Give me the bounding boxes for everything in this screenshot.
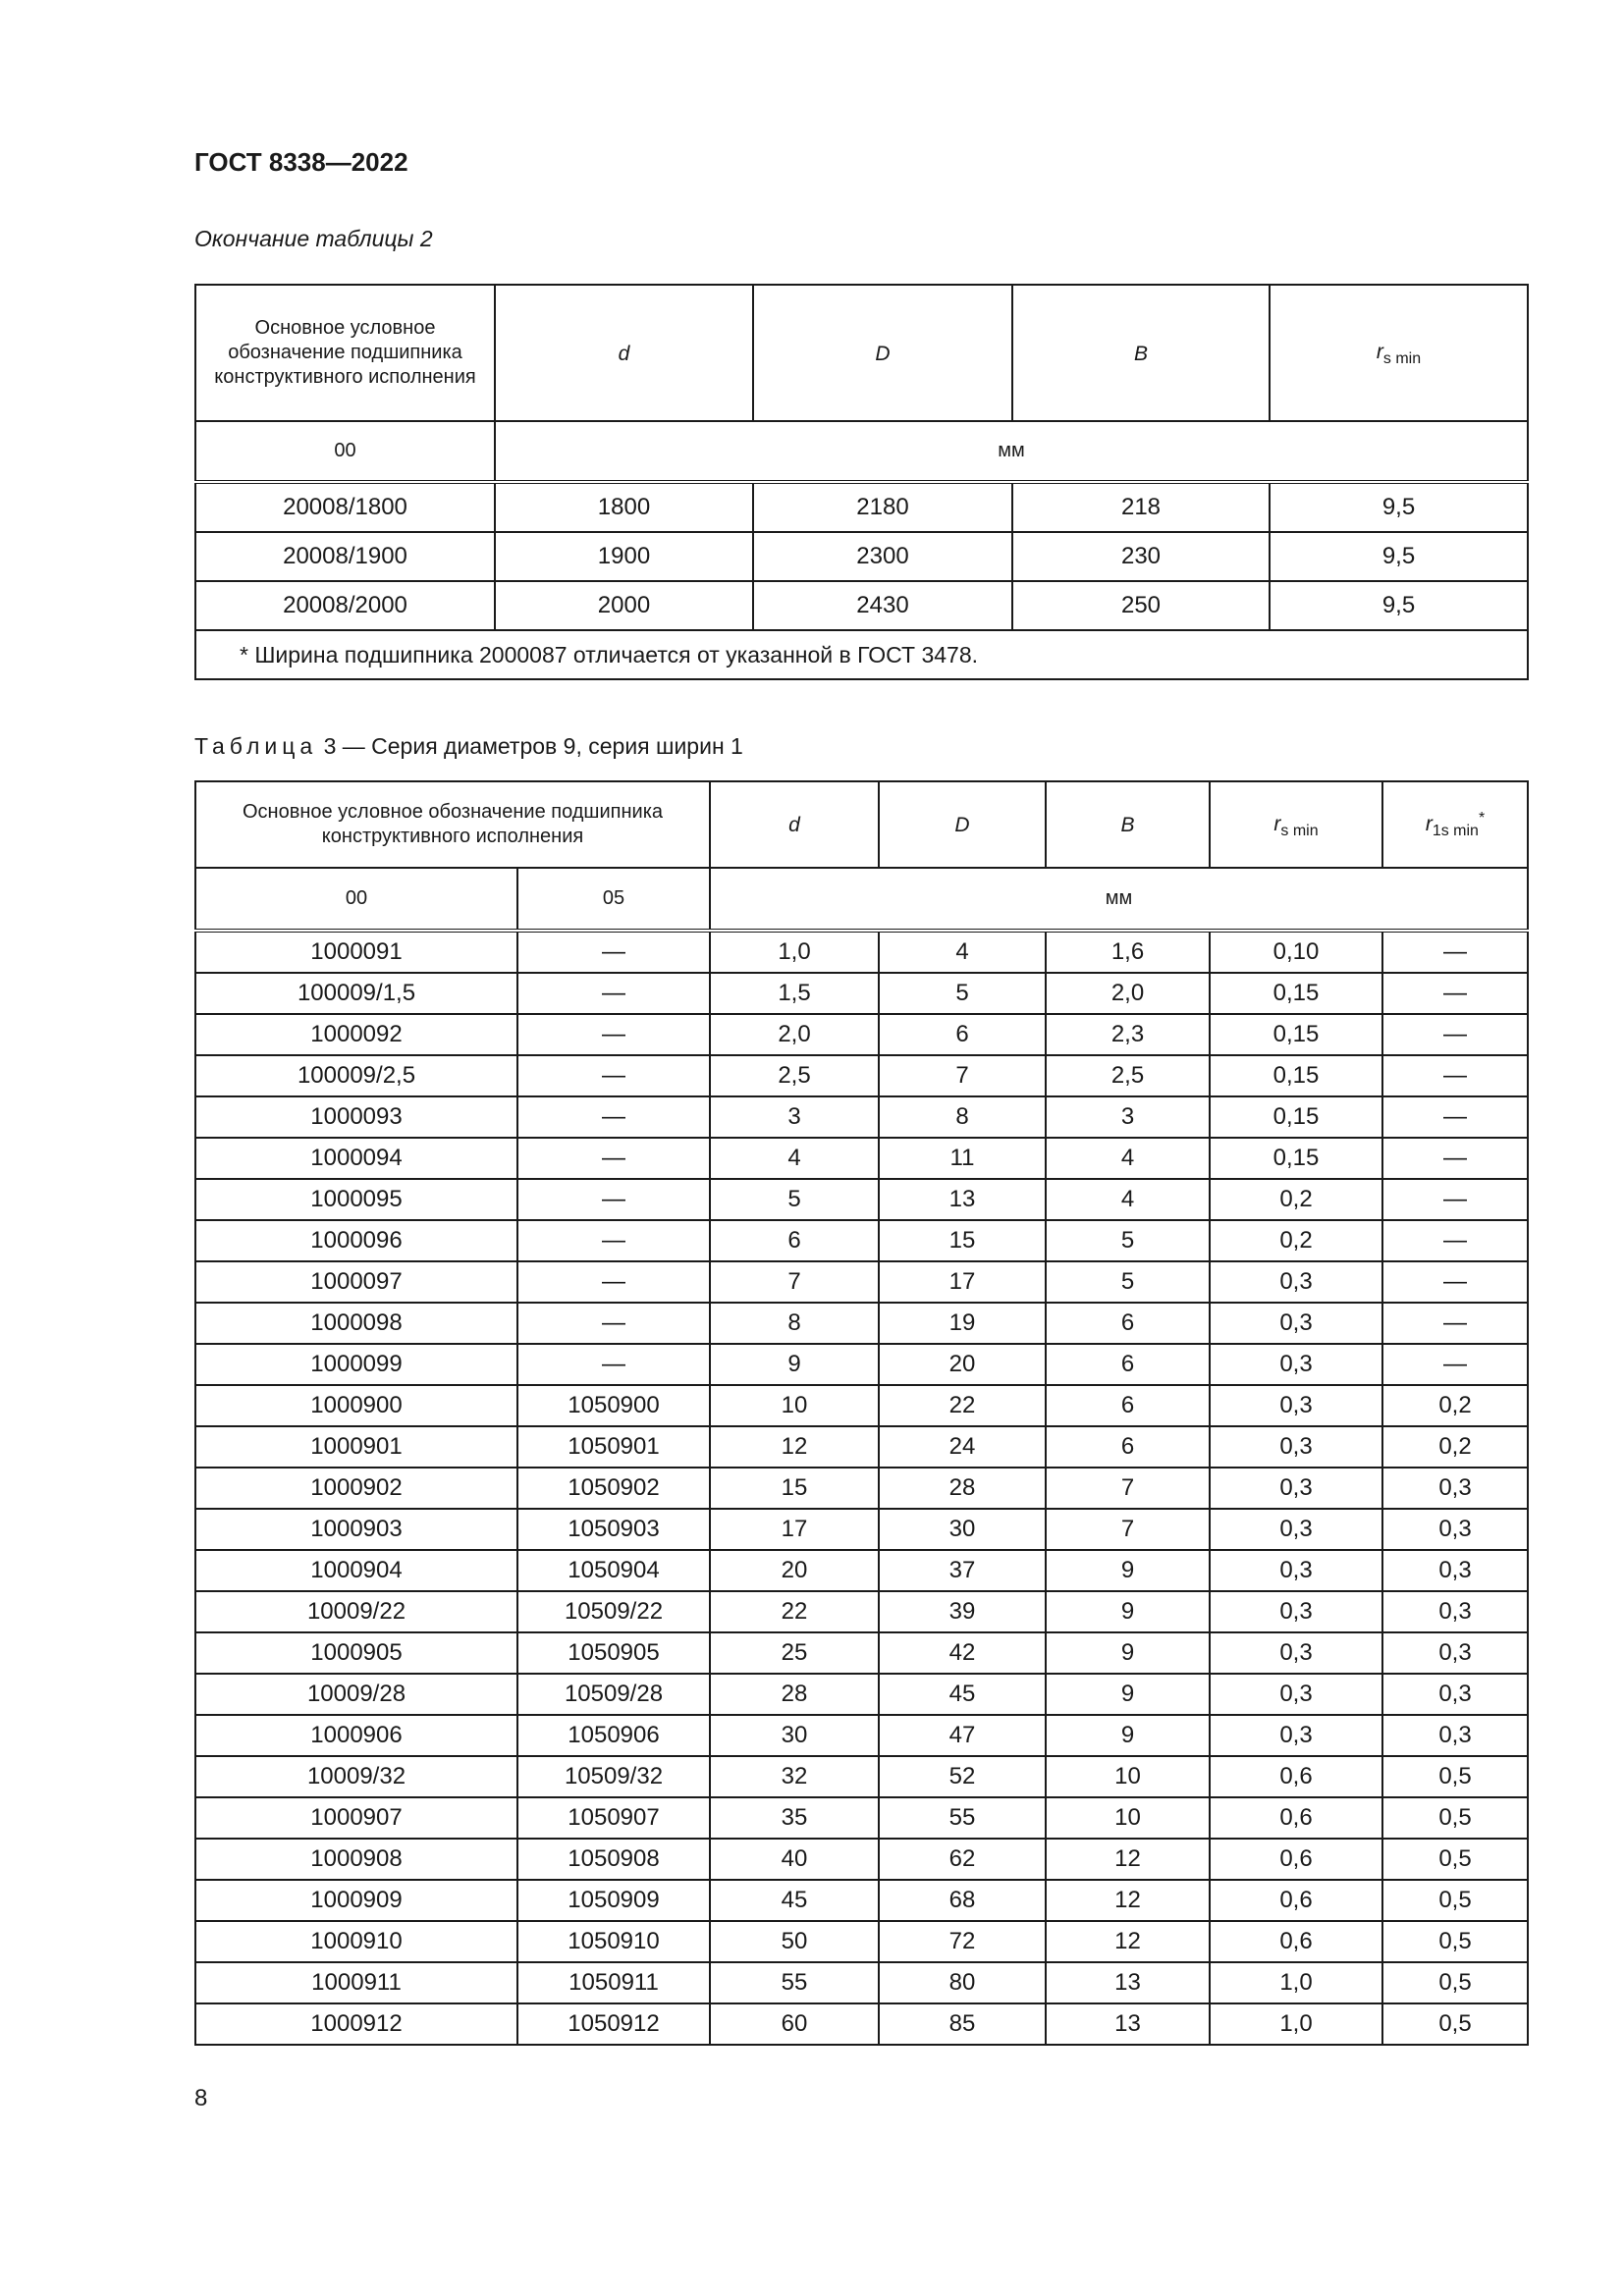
chamfer-cell: 1,0 [1210,1962,1382,2003]
width-cell: 2,3 [1046,1014,1210,1055]
outer-diameter-cell: 52 [879,1756,1046,1797]
designation-00-cell: 1000901 [195,1426,517,1468]
side-chamfer-cell: 0,3 [1382,1591,1528,1632]
table-row [195,1839,1528,1880]
outer-diameter-cell: 62 [879,1839,1046,1880]
designation-cell: 20008/1800 [195,482,495,532]
width-symbol: B [1133,342,1148,365]
table-row [195,931,1528,973]
table-row [195,1632,1528,1674]
chamfer-symbol-letter: r [1376,341,1383,363]
designation-05-cell: — [517,1055,710,1096]
designation-05-cell: 1050906 [517,1715,710,1756]
side-chamfer-cell: — [1382,973,1528,1014]
outer-diameter-cell: 19 [879,1303,1046,1344]
outer-diameter-cell: 47 [879,1715,1046,1756]
table-row [195,1591,1528,1632]
chamfer-cell: 0,2 [1210,1179,1382,1220]
d-cell: 4 [710,1138,879,1179]
designation-00-cell: 10009/22 [195,1591,517,1632]
chamfer-cell: 9,5 [1270,482,1528,532]
table3-r-header [1210,781,1382,868]
designation-05-cell: 1050909 [517,1880,710,1921]
side-chamfer-symbol-letter: r [1425,812,1433,835]
d-cell: 60 [710,2003,879,2045]
chamfer-cell: 0,3 [1210,1509,1382,1550]
chamfer-cell: 0,3 [1210,1385,1382,1426]
d-cell: 17 [710,1509,879,1550]
d-cell: 2,5 [710,1055,879,1096]
table2-d-header [495,285,753,421]
table-row [195,1096,1528,1138]
width-cell: 6 [1046,1303,1210,1344]
table2 [194,284,1529,680]
d-cell: 20 [710,1550,879,1591]
table2-outer-d-header [753,285,1012,421]
designation-00-cell: 1000905 [195,1632,517,1674]
width-cell: 218 [1012,482,1270,532]
table3-caption [194,733,743,760]
chamfer-cell: 0,3 [1210,1261,1382,1303]
width-cell: 12 [1046,1839,1210,1880]
table-row [195,1921,1528,1962]
designation-05-cell: 1050903 [517,1509,710,1550]
outer-diameter-cell: 4 [879,931,1046,973]
designation-05-cell: 1050904 [517,1550,710,1591]
designation-05-cell: — [517,1014,710,1055]
chamfer-symbol-sub: s min [1280,822,1319,839]
d-cell: 35 [710,1797,879,1839]
width-cell: 9 [1046,1632,1210,1674]
table2-header [195,285,1528,482]
chamfer-cell: 0,15 [1210,1096,1382,1138]
outer-diameter-cell: 2430 [753,581,1012,630]
chamfer-cell: 0,6 [1210,1839,1382,1880]
width-cell: 12 [1046,1880,1210,1921]
chamfer-cell: 0,15 [1210,973,1382,1014]
designation-00-cell: 1000094 [195,1138,517,1179]
table-row [195,482,1528,532]
d-cell: 6 [710,1220,879,1261]
standard-title: ГОСТ 8338—2022 [194,147,408,177]
designation-00-cell: 1000095 [195,1179,517,1220]
side-chamfer-cell: 0,3 [1382,1674,1528,1715]
d-cell: 22 [710,1591,879,1632]
side-chamfer-cell: — [1382,1096,1528,1138]
table-row [195,1014,1528,1055]
width-cell: 9 [1046,1550,1210,1591]
designation-00-cell: 1000091 [195,931,517,973]
side-chamfer-cell: — [1382,1055,1528,1096]
table-row [195,1385,1528,1426]
table-row [195,1962,1528,2003]
designation-cell: 20008/1900 [195,532,495,581]
outer-diameter-cell: 28 [879,1468,1046,1509]
d-cell: 7 [710,1261,879,1303]
width-cell: 1,6 [1046,931,1210,973]
table-row [195,973,1528,1014]
designation-05-cell: 1050905 [517,1632,710,1674]
d-cell: 55 [710,1962,879,2003]
chamfer-cell: 0,6 [1210,1880,1382,1921]
table3-caption-word: Таблица [194,733,318,759]
width-cell: 6 [1046,1385,1210,1426]
width-cell: 13 [1046,2003,1210,2045]
outer-diameter-cell: 30 [879,1509,1046,1550]
table2-designation-header: Основное условное обозначение подшипника конструктивного исполнения [195,285,495,421]
outer-diameter-symbol: D [875,342,891,365]
side-chamfer-cell: 0,3 [1382,1468,1528,1509]
outer-diameter-cell: 45 [879,1674,1046,1715]
width-cell: 250 [1012,581,1270,630]
designation-00-cell: 1000906 [195,1715,517,1756]
width-symbol: B [1120,814,1135,836]
d-cell: 15 [710,1468,879,1509]
designation-05-cell: — [517,973,710,1014]
width-cell: 2,0 [1046,973,1210,1014]
width-cell: 4 [1046,1138,1210,1179]
table3-header [195,781,1528,931]
designation-00-cell: 1000909 [195,1880,517,1921]
table3-caption-text: 3 — Серия диаметров 9, серия ширин 1 [323,733,743,759]
d-cell: 1,0 [710,931,879,973]
table-row [195,1055,1528,1096]
outer-diameter-cell: 39 [879,1591,1046,1632]
d-cell: 25 [710,1632,879,1674]
chamfer-cell: 0,3 [1210,1715,1382,1756]
designation-05-cell: 1050908 [517,1839,710,1880]
designation-00-cell: 1000098 [195,1303,517,1344]
side-chamfer-symbol-sub: 1s min [1432,822,1479,839]
table3-d-header [710,781,879,868]
outer-diameter-cell: 22 [879,1385,1046,1426]
table-row [195,1468,1528,1509]
designation-05-cell: — [517,1138,710,1179]
side-chamfer-cell: 0,5 [1382,1756,1528,1797]
table3-outer-d-header [879,781,1046,868]
side-chamfer-cell: — [1382,1179,1528,1220]
side-chamfer-cell: — [1382,1138,1528,1179]
designation-05-cell: — [517,1303,710,1344]
designation-05-cell: — [517,1220,710,1261]
width-cell: 10 [1046,1797,1210,1839]
d-cell: 3 [710,1096,879,1138]
chamfer-symbol-letter: r [1273,812,1281,835]
chamfer-cell: 0,15 [1210,1138,1382,1179]
d-cell: 32 [710,1756,879,1797]
designation-05-cell: 1050900 [517,1385,710,1426]
d-cell: 1800 [495,482,753,532]
chamfer-symbol [1376,341,1422,367]
designation-05-cell: 1050912 [517,2003,710,2045]
side-chamfer-cell: 0,5 [1382,2003,1528,2045]
table3-variant-05: 05 [517,868,710,931]
table3-body [195,931,1528,2045]
outer-diameter-cell: 85 [879,2003,1046,2045]
designation-00-cell: 1000097 [195,1261,517,1303]
designation-00-cell: 1000904 [195,1550,517,1591]
outer-diameter-cell: 8 [879,1096,1046,1138]
outer-diameter-cell: 24 [879,1426,1046,1468]
chamfer-cell: 0,3 [1210,1344,1382,1385]
designation-00-cell: 1000093 [195,1096,517,1138]
table-row [195,1220,1528,1261]
side-chamfer-cell: 0,5 [1382,1962,1528,2003]
designation-05-cell: 1050901 [517,1426,710,1468]
outer-diameter-cell: 5 [879,973,1046,1014]
table-row [195,1797,1528,1839]
table-row [195,1550,1528,1591]
table-row [195,1715,1528,1756]
designation-00-cell: 1000900 [195,1385,517,1426]
width-cell: 230 [1012,532,1270,581]
outer-diameter-symbol: D [954,814,970,836]
designation-05-cell: 1050907 [517,1797,710,1839]
designation-00-cell: 100009/1,5 [195,973,517,1014]
side-chamfer-cell: 0,2 [1382,1426,1528,1468]
designation-00-cell: 1000903 [195,1509,517,1550]
side-chamfer-symbol [1425,809,1486,839]
table-row [195,581,1528,630]
chamfer-symbol [1273,812,1319,839]
table-row [195,1509,1528,1550]
table3-r1-header [1382,781,1528,868]
table2-footnote: * Ширина подшипника 2000087 отличается от указанной в ГОСТ 3478. [195,630,1528,679]
table2-unit-cell: мм [495,421,1528,482]
side-chamfer-cell: 0,2 [1382,1385,1528,1426]
designation-00-cell: 1000099 [195,1344,517,1385]
width-cell: 3 [1046,1096,1210,1138]
outer-diameter-cell: 17 [879,1261,1046,1303]
d-cell: 1,5 [710,973,879,1014]
table-row [195,1426,1528,1468]
d-cell: 2000 [495,581,753,630]
table-row [195,1303,1528,1344]
side-chamfer-cell: 0,5 [1382,1921,1528,1962]
designation-00-cell: 1000096 [195,1220,517,1261]
outer-diameter-cell: 13 [879,1179,1046,1220]
width-cell: 7 [1046,1468,1210,1509]
outer-diameter-cell: 72 [879,1921,1046,1962]
chamfer-cell: 0,3 [1210,1303,1382,1344]
d-cell: 45 [710,1880,879,1921]
side-chamfer-cell: 0,3 [1382,1550,1528,1591]
d-cell: 28 [710,1674,879,1715]
designation-cell: 20008/2000 [195,581,495,630]
width-cell: 5 [1046,1220,1210,1261]
designation-00-cell: 1000911 [195,1962,517,2003]
table-row [195,532,1528,581]
side-chamfer-cell: — [1382,1261,1528,1303]
side-chamfer-cell: — [1382,1014,1528,1055]
designation-05-cell: — [517,1344,710,1385]
outer-diameter-cell: 11 [879,1138,1046,1179]
table2-footnote-section [195,630,1528,679]
table2-variant-00: 00 [195,421,495,482]
outer-diameter-cell: 68 [879,1880,1046,1921]
d-cell: 10 [710,1385,879,1426]
d-cell: 30 [710,1715,879,1756]
outer-diameter-cell: 15 [879,1220,1046,1261]
side-chamfer-cell: 0,5 [1382,1880,1528,1921]
chamfer-cell: 0,2 [1210,1220,1382,1261]
designation-00-cell: 1000912 [195,2003,517,2045]
outer-diameter-cell: 37 [879,1550,1046,1591]
d-cell: 8 [710,1303,879,1344]
outer-diameter-cell: 2300 [753,532,1012,581]
table3-b-header [1046,781,1210,868]
table-row [195,1138,1528,1179]
d-cell: 5 [710,1179,879,1220]
table3-unit-cell: мм [710,868,1528,931]
side-chamfer-cell: 0,3 [1382,1715,1528,1756]
d-cell: 2,0 [710,1014,879,1055]
designation-00-cell: 1000907 [195,1797,517,1839]
side-chamfer-cell: — [1382,931,1528,973]
chamfer-cell: 0,3 [1210,1632,1382,1674]
side-chamfer-cell: 0,5 [1382,1797,1528,1839]
side-chamfer-cell: 0,3 [1382,1509,1528,1550]
chamfer-cell: 0,3 [1210,1468,1382,1509]
chamfer-cell: 0,15 [1210,1055,1382,1096]
chamfer-cell: 0,10 [1210,931,1382,973]
table2-continuation-caption: Окончание таблицы 2 [194,226,433,251]
designation-05-cell: — [517,931,710,973]
table3 [194,780,1529,2046]
designation-05-cell: 10509/22 [517,1591,710,1632]
designation-05-cell: — [517,1096,710,1138]
side-chamfer-cell: — [1382,1344,1528,1385]
width-cell: 9 [1046,1674,1210,1715]
designation-05-cell: 10509/28 [517,1674,710,1715]
outer-diameter-cell: 6 [879,1014,1046,1055]
d-cell: 1900 [495,532,753,581]
side-chamfer-cell: 0,5 [1382,1839,1528,1880]
d-cell: 40 [710,1839,879,1880]
table-row [195,1756,1528,1797]
table3-designation-header: Основное условное обозначение подшипника конструктивного исполнения [195,781,710,868]
table2-b-header [1012,285,1270,421]
width-cell: 9 [1046,1591,1210,1632]
table2-r-header [1270,285,1528,421]
width-cell: 5 [1046,1261,1210,1303]
designation-05-cell: — [517,1261,710,1303]
chamfer-cell: 0,3 [1210,1550,1382,1591]
table-row [195,1261,1528,1303]
outer-diameter-cell: 20 [879,1344,1046,1385]
width-cell: 7 [1046,1509,1210,1550]
table-row [195,1880,1528,1921]
width-cell: 12 [1046,1921,1210,1962]
chamfer-cell: 9,5 [1270,581,1528,630]
table2-body [195,482,1528,630]
width-cell: 4 [1046,1179,1210,1220]
side-chamfer-cell: — [1382,1303,1528,1344]
page-number: 8 [194,2085,208,2111]
chamfer-symbol-sub: s min [1382,350,1422,367]
chamfer-cell: 0,3 [1210,1591,1382,1632]
designation-05-cell: 1050902 [517,1468,710,1509]
designation-00-cell: 1000092 [195,1014,517,1055]
table-row [195,1674,1528,1715]
width-cell: 10 [1046,1756,1210,1797]
designation-00-cell: 1000902 [195,1468,517,1509]
designation-05-cell: 1050911 [517,1962,710,2003]
d-cell: 50 [710,1921,879,1962]
designation-05-cell: 1050910 [517,1921,710,1962]
chamfer-cell: 0,3 [1210,1426,1382,1468]
chamfer-cell: 0,6 [1210,1756,1382,1797]
outer-diameter-cell: 42 [879,1632,1046,1674]
width-cell: 6 [1046,1344,1210,1385]
chamfer-cell: 0,6 [1210,1921,1382,1962]
d-symbol: d [618,342,630,365]
width-cell: 2,5 [1046,1055,1210,1096]
designation-00-cell: 100009/2,5 [195,1055,517,1096]
designation-05-cell: — [517,1179,710,1220]
table-row [195,1344,1528,1385]
d-cell: 12 [710,1426,879,1468]
side-chamfer-cell: — [1382,1220,1528,1261]
d-cell: 9 [710,1344,879,1385]
chamfer-cell: 0,6 [1210,1797,1382,1839]
outer-diameter-cell: 7 [879,1055,1046,1096]
side-chamfer-cell: 0,3 [1382,1632,1528,1674]
table-row [195,1179,1528,1220]
table-row [195,2003,1528,2045]
outer-diameter-cell: 2180 [753,482,1012,532]
designation-05-cell: 10509/32 [517,1756,710,1797]
table3-variant-00: 00 [195,868,517,931]
chamfer-cell: 9,5 [1270,532,1528,581]
designation-00-cell: 10009/28 [195,1674,517,1715]
d-symbol: d [788,814,800,836]
chamfer-cell: 0,15 [1210,1014,1382,1055]
chamfer-cell: 0,3 [1210,1674,1382,1715]
width-cell: 6 [1046,1426,1210,1468]
width-cell: 13 [1046,1962,1210,2003]
designation-00-cell: 1000910 [195,1921,517,1962]
outer-diameter-cell: 80 [879,1962,1046,2003]
chamfer-cell: 1,0 [1210,2003,1382,2045]
designation-00-cell: 1000908 [195,1839,517,1880]
outer-diameter-cell: 55 [879,1797,1046,1839]
width-cell: 9 [1046,1715,1210,1756]
side-chamfer-footnote-mark: * [1478,809,1486,827]
designation-00-cell: 10009/32 [195,1756,517,1797]
